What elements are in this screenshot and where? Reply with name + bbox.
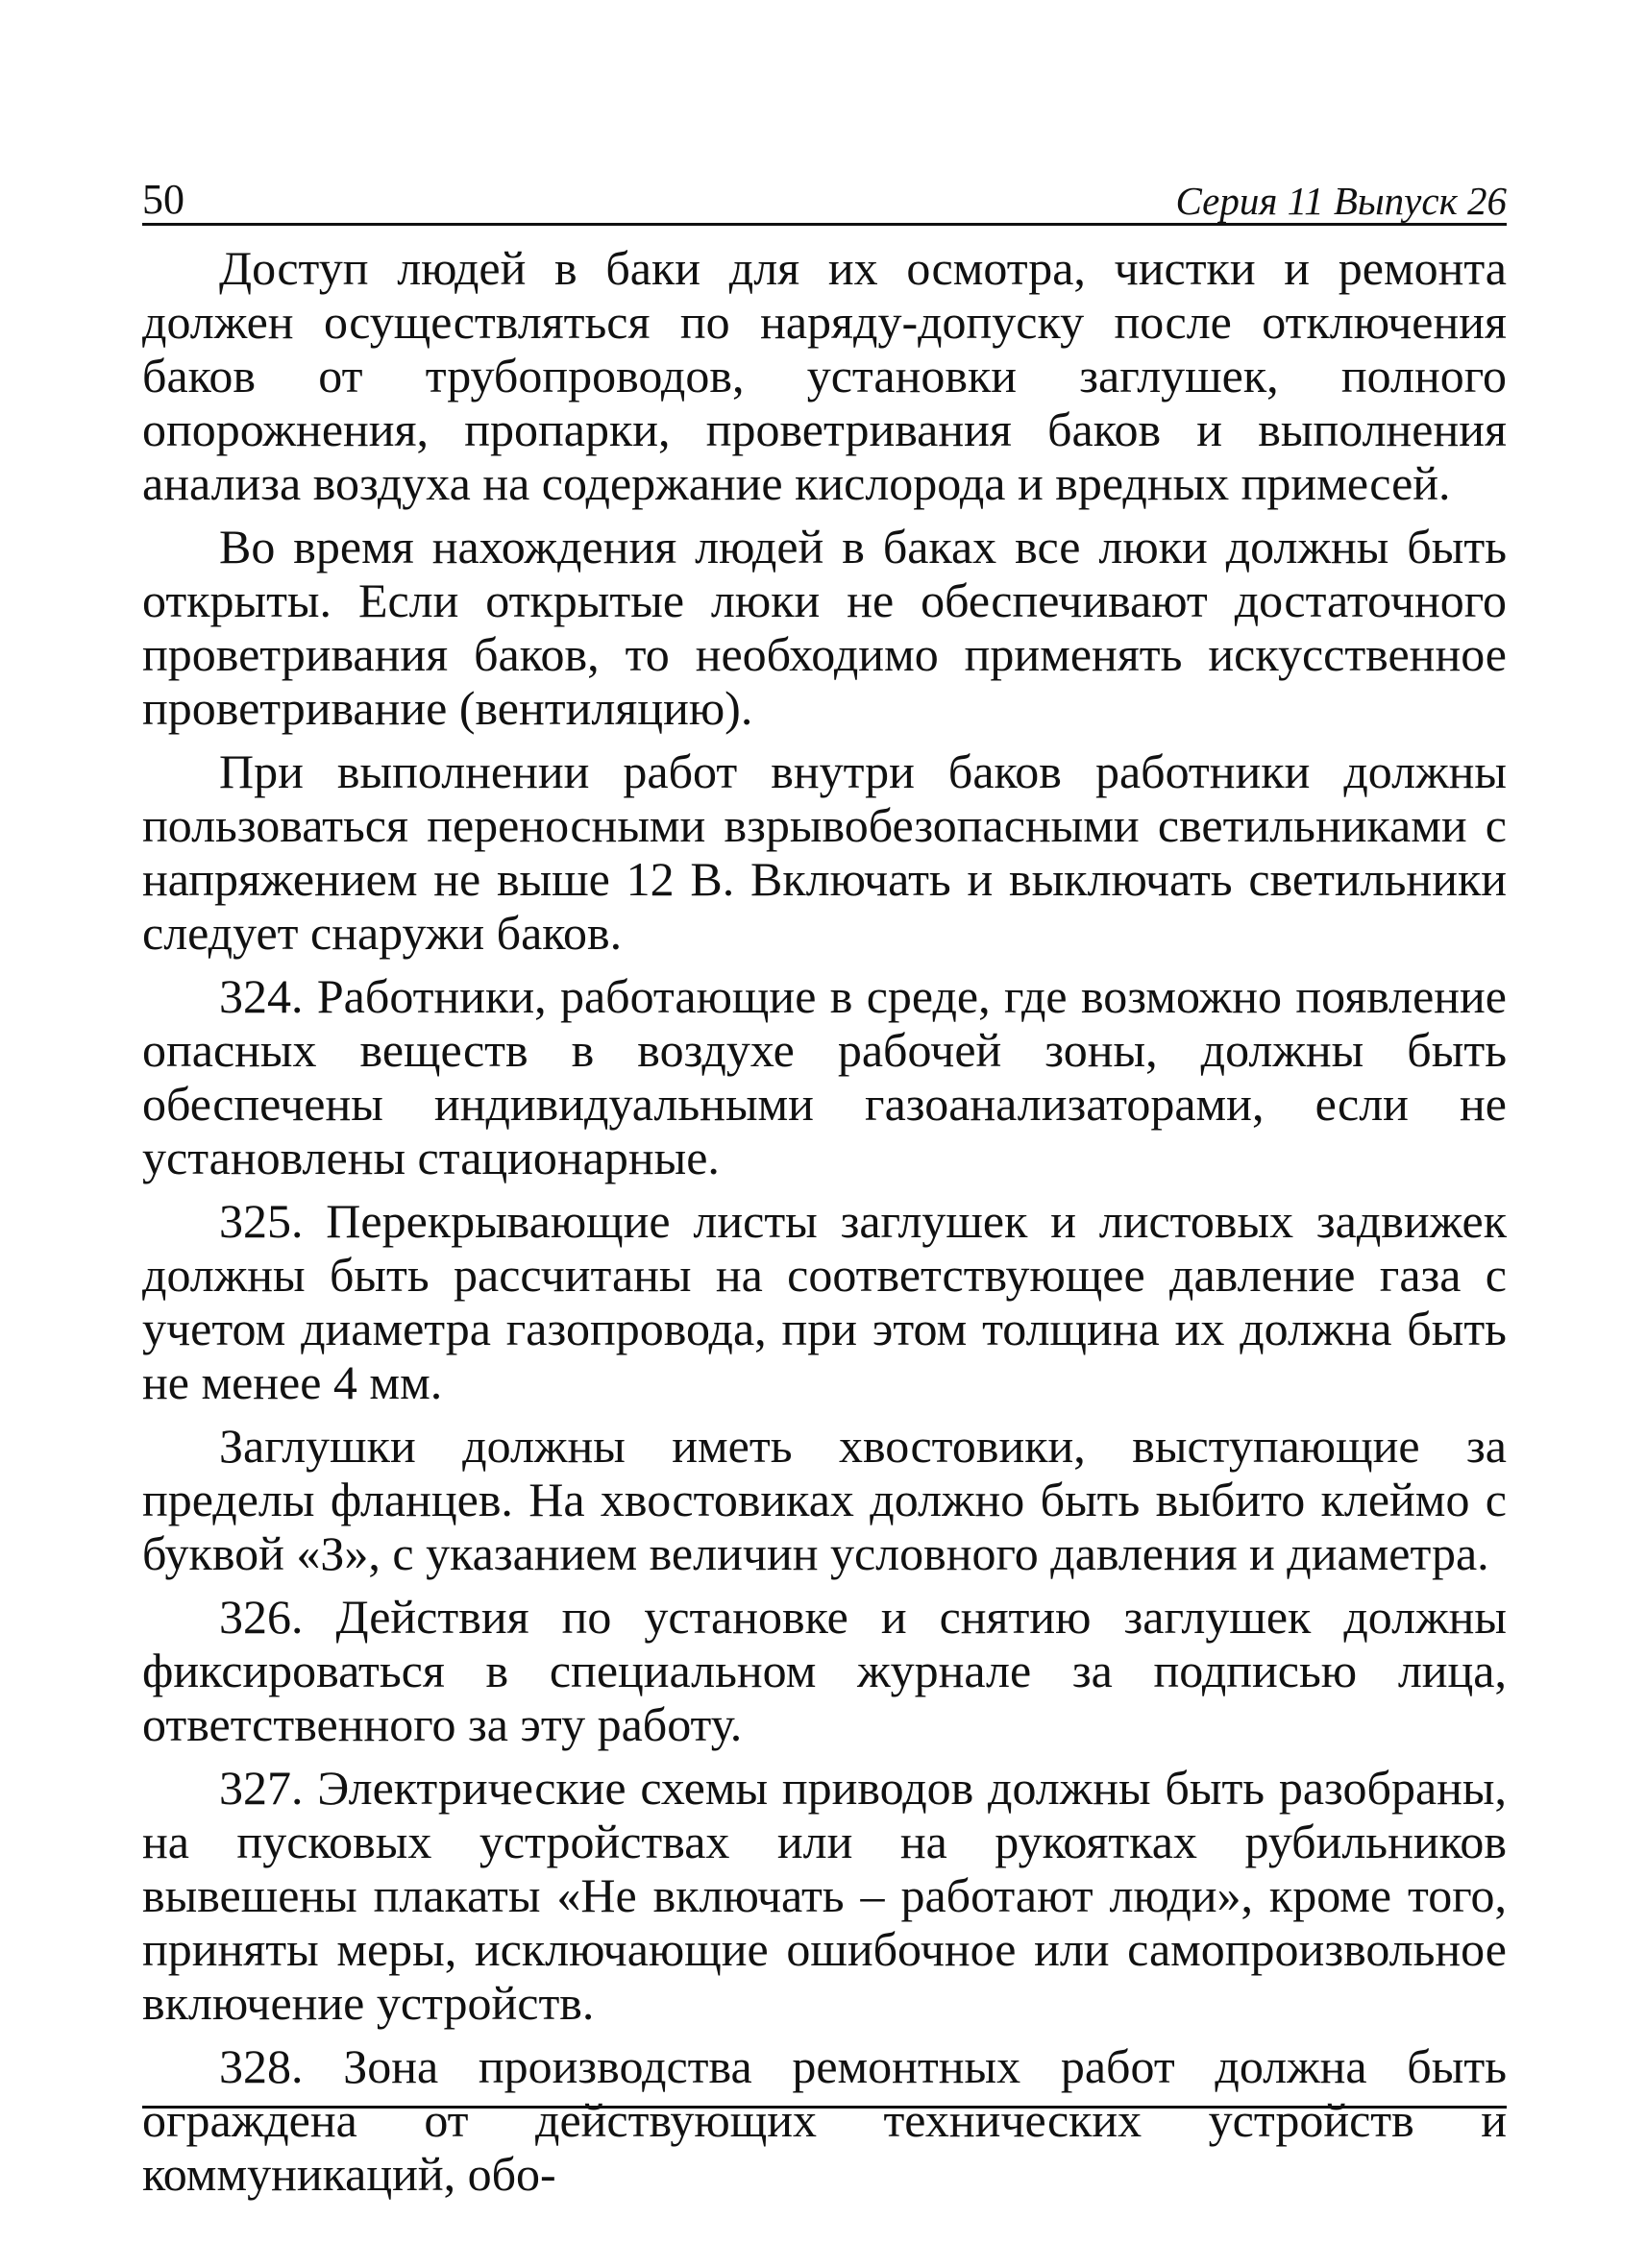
paragraph-328-repair-zone: 328. Зона производства ремонтных работ должна быть ограждена от действующих технических устройств и коммуникаций, обо- bbox=[142, 2039, 1507, 2201]
paragraph-portable-lamps: При выполнении работ внутри баков работники должны пользоваться переносными взрывобезопасными светильниками с напряжением не выше 12 В. Включать и выключать светильники следует снаружи баков. bbox=[142, 744, 1507, 960]
running-head bbox=[142, 165, 1507, 226]
page-number: 50 bbox=[142, 176, 184, 223]
paragraph-hatches-open: Во время нахождения людей в баках все люки должны быть открыты. Если открытые люки не обеспечивают достаточного проветривания баков, то необходимо применять искусственное проветривание (вентиляцию). bbox=[142, 520, 1507, 735]
paragraph-tank-access: Доступ людей в баки для их осмотра, чистки и ремонта должен осуществляться по наряду-допуску после отключения баков от трубопроводов, установки заглушек, полного опорожнения, пропарки, проветривания баков и выполнения анализа воздуха на содержание кислорода и вредных примесей. bbox=[142, 241, 1507, 510]
body-text bbox=[142, 241, 1507, 2201]
book-page bbox=[142, 165, 1507, 2210]
paragraph-326-journal: 326. Действия по установке и снятию заглушек должны фиксироваться в специальном журнале за подписью лица, ответственного за эту работу. bbox=[142, 1590, 1507, 1751]
series-title: Серия 11 Выпуск 26 bbox=[1175, 179, 1507, 223]
paragraph-324-gas-analyzers: 324. Работники, работающие в среде, где возможно появление опасных веществ в воздухе рабочей зоны, должны быть обеспечены индивидуальными газоанализаторами, если не установлены стационарные. bbox=[142, 969, 1507, 1184]
paragraph-327-electrical: 327. Электрические схемы приводов должны быть разобраны, на пусковых устройствах или на рукоятках рубильников вывешены плакаты «Не включать – работают люди», кроме того, приняты меры, исключающие ошибочное или самопроизвольное включение устройств. bbox=[142, 1761, 1507, 2030]
paragraph-blind-shanks: Заглушки должны иметь хвостовики, выступающие за пределы фланцев. На хвостовиках должно быть выбито клеймо с буквой «З», с указанием величин условного давления и диаметра. bbox=[142, 1419, 1507, 1580]
paragraph-325-blind-sheets: 325. Перекрывающие листы заглушек и листовых задвижек должны быть рассчитаны на соответствующее давление газа с учетом диаметра газопровода, при этом толщина их должна быть не менее 4 мм. bbox=[142, 1194, 1507, 1409]
footer-rule bbox=[142, 2106, 1507, 2109]
